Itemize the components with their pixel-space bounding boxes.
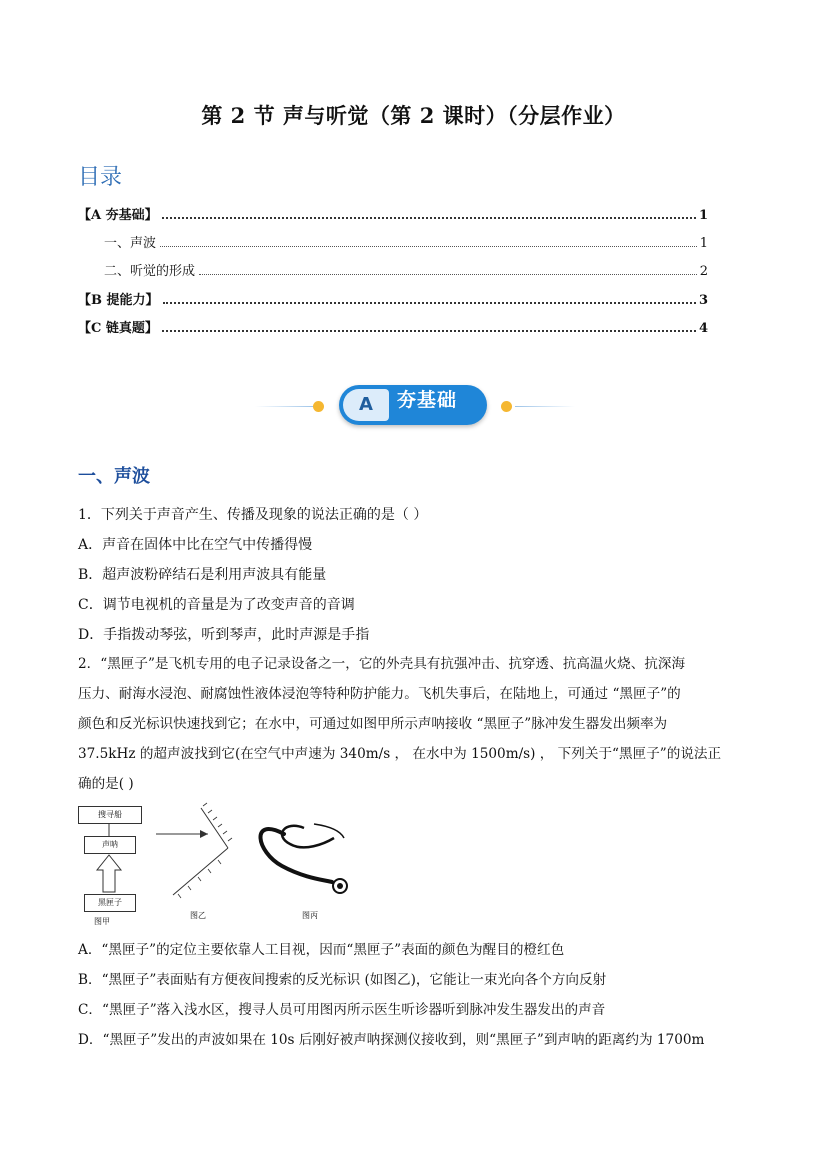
option-c: C．调节电视机的音量是为了改变声音的音调 <box>78 597 355 613</box>
option-b: B．“黑匣子”表面贴有方便夜间搜索的反光标识 (如图乙)，它能让一束光向各个方向反射 <box>78 972 607 988</box>
option-c: C．“黑匣子”落入浅水区，搜寻人员可用图丙所示医生听诊器听到脉冲发生器发出的声音 <box>78 1002 606 1018</box>
section-title: 一、声波 <box>78 466 150 487</box>
banner-dot-right <box>501 401 512 412</box>
option-d: D．手指拨动琴弦，听到琴声，此时声源是手指 <box>78 627 370 643</box>
banner-pill <box>339 385 487 425</box>
caption-a: 图甲 <box>94 917 110 926</box>
option-a: A．“黑匣子”的定位主要依靠人工目视，因而“黑匣子”表面的颜色为醒目的橙红色 <box>78 942 565 958</box>
section-banner <box>255 383 575 429</box>
stem-line: 37.5kHz 的超声波找到它(在空气中声速为 340m/s ， 在水中为 1500m/s) ， 下列关于“黑匣子”的说法正 <box>78 746 722 762</box>
option-d: D．“黑匣子”发出的声波如果在 10s 后刚好被声呐探测仪接收到，则“黑匣子”到声呐的距离约为 1700m <box>78 1032 705 1048</box>
toc-heading: 目录 <box>78 165 123 190</box>
stem-line: 颜色和反光标识快速找到它；在水中，可通过如图甲所示声呐接收 “黑匣子”脉冲发生器发出频率为 <box>78 716 668 732</box>
caption-b: 图乙 <box>190 911 206 920</box>
banner-line-right <box>515 406 575 407</box>
toc-entry-page: 2 <box>699 264 708 279</box>
toc-entry-label: 一、声波 <box>104 236 157 251</box>
toc-entry-page: 1 <box>699 236 708 251</box>
figure-drawings <box>78 800 378 930</box>
stem-line: 压力、耐海水浸泡、耐腐蚀性液体浸泡等特种防护能力。飞机失事后，在陆地上，可通过 “黑匣子”的 <box>78 686 681 702</box>
toc-leader-dots <box>163 302 696 304</box>
toc-leader-dots <box>199 274 697 275</box>
box-sonar: 声呐 <box>84 836 136 854</box>
banner-text: 夯基础 <box>397 389 458 411</box>
stem-line: 确的是( ) <box>78 776 134 792</box>
banner-line-left <box>255 406 315 407</box>
banner-dot-left <box>313 401 324 412</box>
box-black-box: 黑匣子 <box>84 894 136 912</box>
banner-letter: A <box>343 389 389 421</box>
question-2-figure <box>78 800 378 930</box>
toc-entry-label: 【C 链真题】 <box>78 321 158 336</box>
toc-entry-hearing[interactable] <box>104 259 708 279</box>
question-2-options <box>78 935 768 1055</box>
toc-entry-label: 【B 提能力】 <box>78 293 159 308</box>
box-search-ship: 搜寻船 <box>78 806 142 824</box>
toc-leader-dots <box>160 246 697 247</box>
option-a: A．声音在固体中比在空气中传播得慢 <box>78 537 313 553</box>
toc-entry-page: 3 <box>698 293 708 308</box>
toc-entry-sound-wave[interactable] <box>104 231 708 251</box>
toc-leader-dots <box>162 217 696 219</box>
toc-entry-page: 4 <box>698 321 708 336</box>
toc-entry-label: 【A 夯基础】 <box>78 208 158 223</box>
question-stem: 1．下列关于声音产生、传播及现象的说法正确的是（ ） <box>78 507 428 523</box>
document-title: 第 2 节 声与听觉（第 2 课时）（分层作业） <box>201 103 626 128</box>
toc-leader-dots <box>162 330 696 332</box>
question-2-stem <box>78 649 768 799</box>
toc-entry-b[interactable] <box>78 288 708 308</box>
toc-entry-a[interactable] <box>78 203 708 223</box>
toc-entry-page: 1 <box>698 208 708 223</box>
question-1 <box>78 500 768 650</box>
toc-entry-label: 二、听觉的形成 <box>104 264 196 279</box>
toc-entry-c[interactable] <box>78 316 708 336</box>
stem-line: 2．“黑匣子”是飞机专用的电子记录设备之一，它的外壳具有抗强冲击、抗穿透、抗高温火烧、抗深海 <box>78 656 686 672</box>
caption-c: 图丙 <box>302 911 318 920</box>
option-b: B．超声波粉碎结石是利用声波具有能量 <box>78 567 327 583</box>
